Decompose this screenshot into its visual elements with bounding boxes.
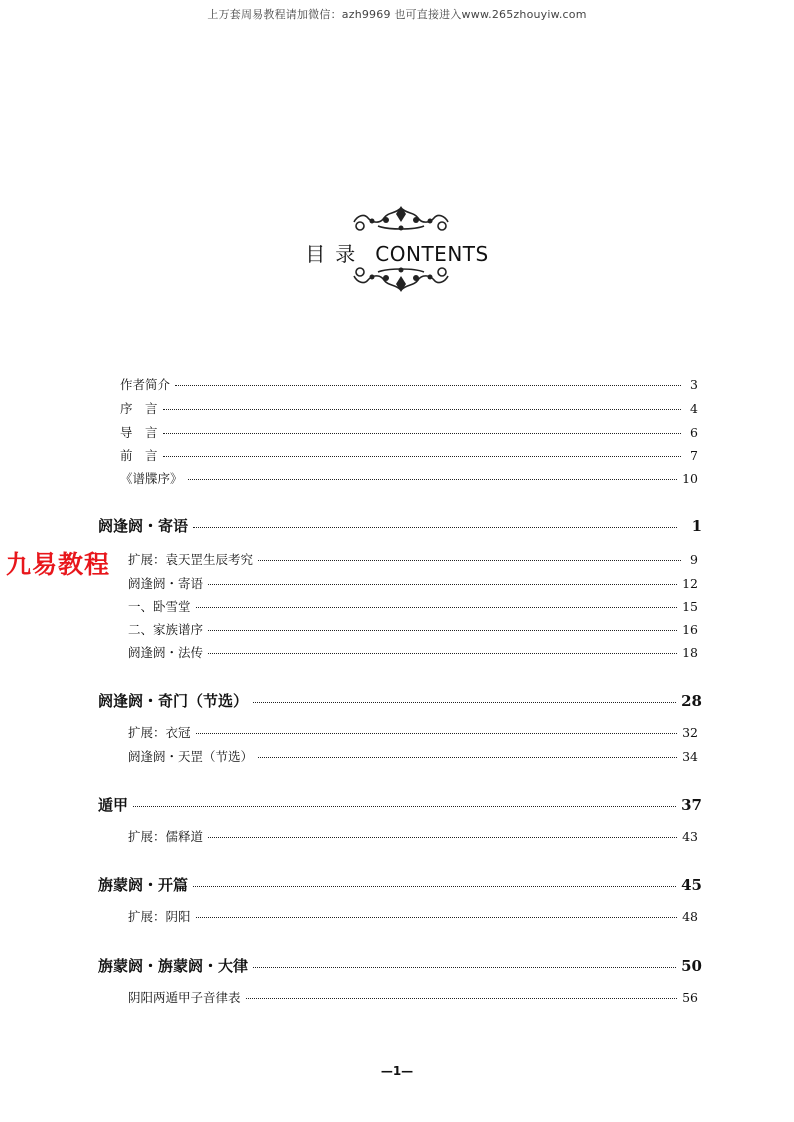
toc-entry[interactable]: 序 言 4 — [120, 401, 698, 416]
toc-entry[interactable]: 阏逢阏・法传 18 — [128, 645, 698, 660]
toc-entry[interactable]: 导 言 6 — [120, 425, 698, 440]
toc-chapter[interactable]: 旃蒙阏・开篇 45 — [98, 876, 702, 894]
title-en: CONTENTS — [375, 242, 489, 266]
toc-entry[interactable]: 二、家族谱序 16 — [128, 622, 698, 637]
toc-chapter[interactable]: 遁甲 37 — [98, 796, 702, 814]
toc-entry[interactable]: 扩展：衣冠 32 — [128, 725, 698, 740]
toc-entry[interactable]: 扩展：儒释道 43 — [128, 829, 698, 844]
toc-entry[interactable]: 一、卧雪堂 15 — [128, 599, 698, 614]
toc-entry[interactable]: 前 言 7 — [120, 448, 698, 463]
page-number: —1— — [380, 1064, 414, 1078]
toc-chapter[interactable]: 阏逢阏・奇门（节选） 28 — [98, 692, 702, 710]
toc-entry[interactable]: 阏逢阏・天罡（节选） 34 — [128, 749, 698, 764]
header-note: 上万套周易教程请加微信：azh9969 也可直接进入www.265zhouyiw.com — [207, 8, 587, 21]
toc-entry[interactable]: 《谱牒序》 10 — [120, 471, 698, 486]
toc-entry[interactable]: 阴阳两遁甲子音律表 56 — [128, 990, 698, 1005]
title-cn: 目录 — [305, 242, 366, 266]
toc-chapter[interactable]: 阏逢阏・寄语 1 — [98, 517, 702, 535]
toc-entry[interactable]: 作者简介 3 — [120, 377, 698, 392]
toc-chapter[interactable]: 旃蒙阏・旃蒙阏・大律 50 — [98, 957, 702, 975]
toc-entry[interactable]: 扩展：袁天罡生辰考究 9 — [128, 552, 698, 567]
toc-entry[interactable]: 扩展：阴阳 48 — [128, 909, 698, 924]
toc-entry[interactable]: 阏逢阏・寄语 12 — [128, 576, 698, 591]
watermark-logo: 九易教程 — [6, 550, 111, 579]
